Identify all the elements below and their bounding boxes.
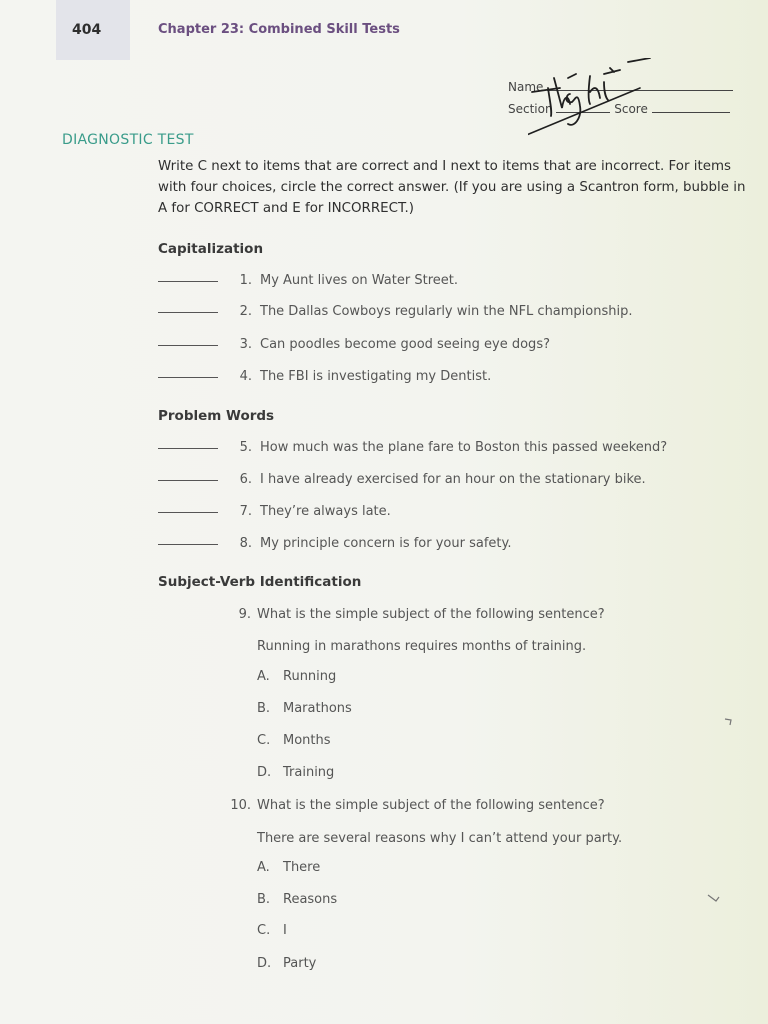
answer-blank[interactable] — [158, 376, 218, 378]
handwritten-signature — [528, 58, 658, 138]
answer-option[interactable]: C. Months — [257, 733, 331, 748]
score-line — [652, 102, 730, 113]
list-item: 6. I have already exercised for an hour on the stationary bike. — [158, 472, 646, 487]
page-number: 404 — [72, 22, 102, 38]
answer-option[interactable]: B. Marathons — [257, 701, 352, 716]
answer-option[interactable]: D. Party — [257, 956, 317, 971]
question-sentence: Running in marathons requires months of training. — [257, 639, 587, 654]
answer-blank[interactable] — [158, 280, 218, 282]
answer-option[interactable]: A. There — [257, 860, 321, 875]
question-prompt: 9. What is the simple subject of the following sentence? — [238, 607, 605, 622]
section-heading-problem-words: Problem Words — [158, 408, 275, 424]
pen-mark-icon — [722, 716, 736, 728]
answer-option[interactable]: B. Reasons — [257, 892, 338, 907]
answer-option[interactable]: A. Running — [257, 669, 337, 684]
list-item: 3. Can poodles become good seeing eye dogs? — [158, 337, 550, 352]
list-item: 1. My Aunt lives on Water Street. — [158, 273, 458, 288]
score-label: Score — [614, 102, 648, 116]
list-item: 8. My principle concern is for your safety. — [158, 536, 512, 551]
list-item: 4. The FBI is investigating my Dentist. — [158, 369, 491, 384]
running-head: Chapter 23: Combined Skill Tests — [158, 22, 400, 37]
question-sentence: There are several reasons why I can’t attend your party. — [257, 831, 623, 846]
list-item: 2. The Dallas Cowboys regularly win the NFL championship. — [158, 304, 633, 319]
section-heading-capitalization: Capitalization — [158, 241, 264, 257]
instructions: Write C next to items that are correct and I next to items that are incorrect. For items with four choices, circle the correct answer. (If you are using a Scantron form, bubble in A for CORRECT and E for INCORRECT.) — [158, 159, 746, 216]
answer-blank[interactable] — [158, 543, 218, 545]
answer-blank[interactable] — [158, 479, 218, 481]
list-item: 5. How much was the plane fare to Boston this passed weekend? — [158, 440, 667, 455]
answer-option[interactable]: C. I — [257, 923, 287, 938]
answer-blank[interactable] — [158, 311, 218, 313]
question-prompt: 10. What is the simple subject of the following sentence? — [230, 798, 605, 813]
answer-blank[interactable] — [158, 344, 218, 346]
section-label: Section — [508, 102, 553, 116]
list-item: 7. They’re always late. — [158, 504, 391, 519]
answer-blank[interactable] — [158, 447, 218, 449]
section-heading-subject-verb: Subject-Verb Identification — [158, 574, 362, 590]
test-title: DIAGNOSTIC TEST — [62, 132, 194, 148]
answer-option[interactable]: D. Training — [257, 765, 335, 780]
name-label: Name — [508, 80, 544, 94]
pen-mark-icon — [706, 892, 722, 906]
answer-blank[interactable] — [158, 511, 218, 513]
